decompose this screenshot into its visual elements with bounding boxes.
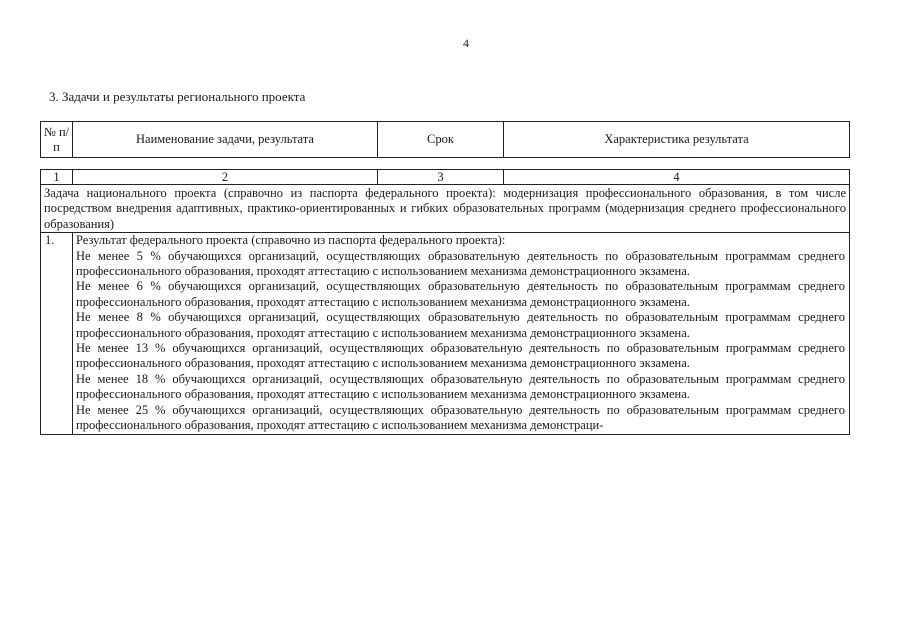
section-title: 3. Задачи и результаты регионального проекта bbox=[49, 89, 306, 104]
header-row bbox=[41, 122, 850, 158]
result-item: Не менее 13 % обучающихся организаций, осуществляющих образовательную деятельность по образовательным программам среднего профессионального образования, проходят аттестацию с использованием механизма демонстрационного экзамена. bbox=[76, 341, 845, 371]
header-name: Наименование задачи, результата bbox=[73, 122, 378, 158]
column-number-4: 4 bbox=[504, 170, 850, 185]
page-number: 4 bbox=[463, 36, 469, 50]
results-table bbox=[40, 169, 850, 435]
header-deadline: Срок bbox=[378, 122, 504, 158]
result-item: Не менее 18 % обучающихся организаций, осуществляющих образовательную деятельность по образовательным программам среднего профессионального образования, проходят аттестацию с использованием механизма демонстрационного экзамена. bbox=[76, 371, 845, 402]
task-row bbox=[41, 185, 850, 233]
header-table bbox=[40, 121, 850, 158]
header-characteristic: Характеристика результата bbox=[504, 122, 850, 158]
column-number-row bbox=[41, 170, 850, 185]
result-item: Не менее 25 % обучающихся организаций, осуществляющих образовательную деятельность по образовательным программам среднего профессионального образования, проходят аттестацию с использованием механизма демонстраци- bbox=[76, 402, 845, 433]
result-heading: Результат федерального проекта (справочно из паспорта федерального проекта): bbox=[76, 233, 506, 248]
result-number: 1. bbox=[41, 233, 73, 434]
result-item: Не менее 5 % обучающихся организаций, осуществляющих образовательную деятельность по образовательным программам среднего профессионального образования, проходят аттестацию с использованием механизма демонстрационного экзамена. bbox=[76, 248, 845, 279]
result-row bbox=[41, 233, 850, 434]
result-item: Не менее 6 % обучающихся организаций, осуществляющих образовательную деятельность по образовательным программам среднего профессионального образования, проходят аттестацию с использованием механизма демонстрационного экзамена. bbox=[76, 279, 845, 309]
column-number-2: 2 bbox=[73, 170, 378, 185]
column-number-1: 1 bbox=[41, 170, 73, 185]
result-description bbox=[73, 233, 850, 434]
task-text: Задача национального проекта (справочно из паспорта федерального проекта): модернизация профессионального образования, в том числе посредством внедрения адаптивных, практико-ориентированных и гибких образовательных программ (модернизация среднего профессионального образования) bbox=[41, 185, 850, 233]
column-number-3: 3 bbox=[378, 170, 504, 185]
result-item: Не менее 8 % обучающихся организаций, осуществляющих образовательную деятельность по образовательным программам среднего профессионального образования, проходят аттестацию с использованием механизма демонстрационного экзамена. bbox=[76, 310, 845, 340]
header-number: № п/п bbox=[41, 122, 73, 158]
